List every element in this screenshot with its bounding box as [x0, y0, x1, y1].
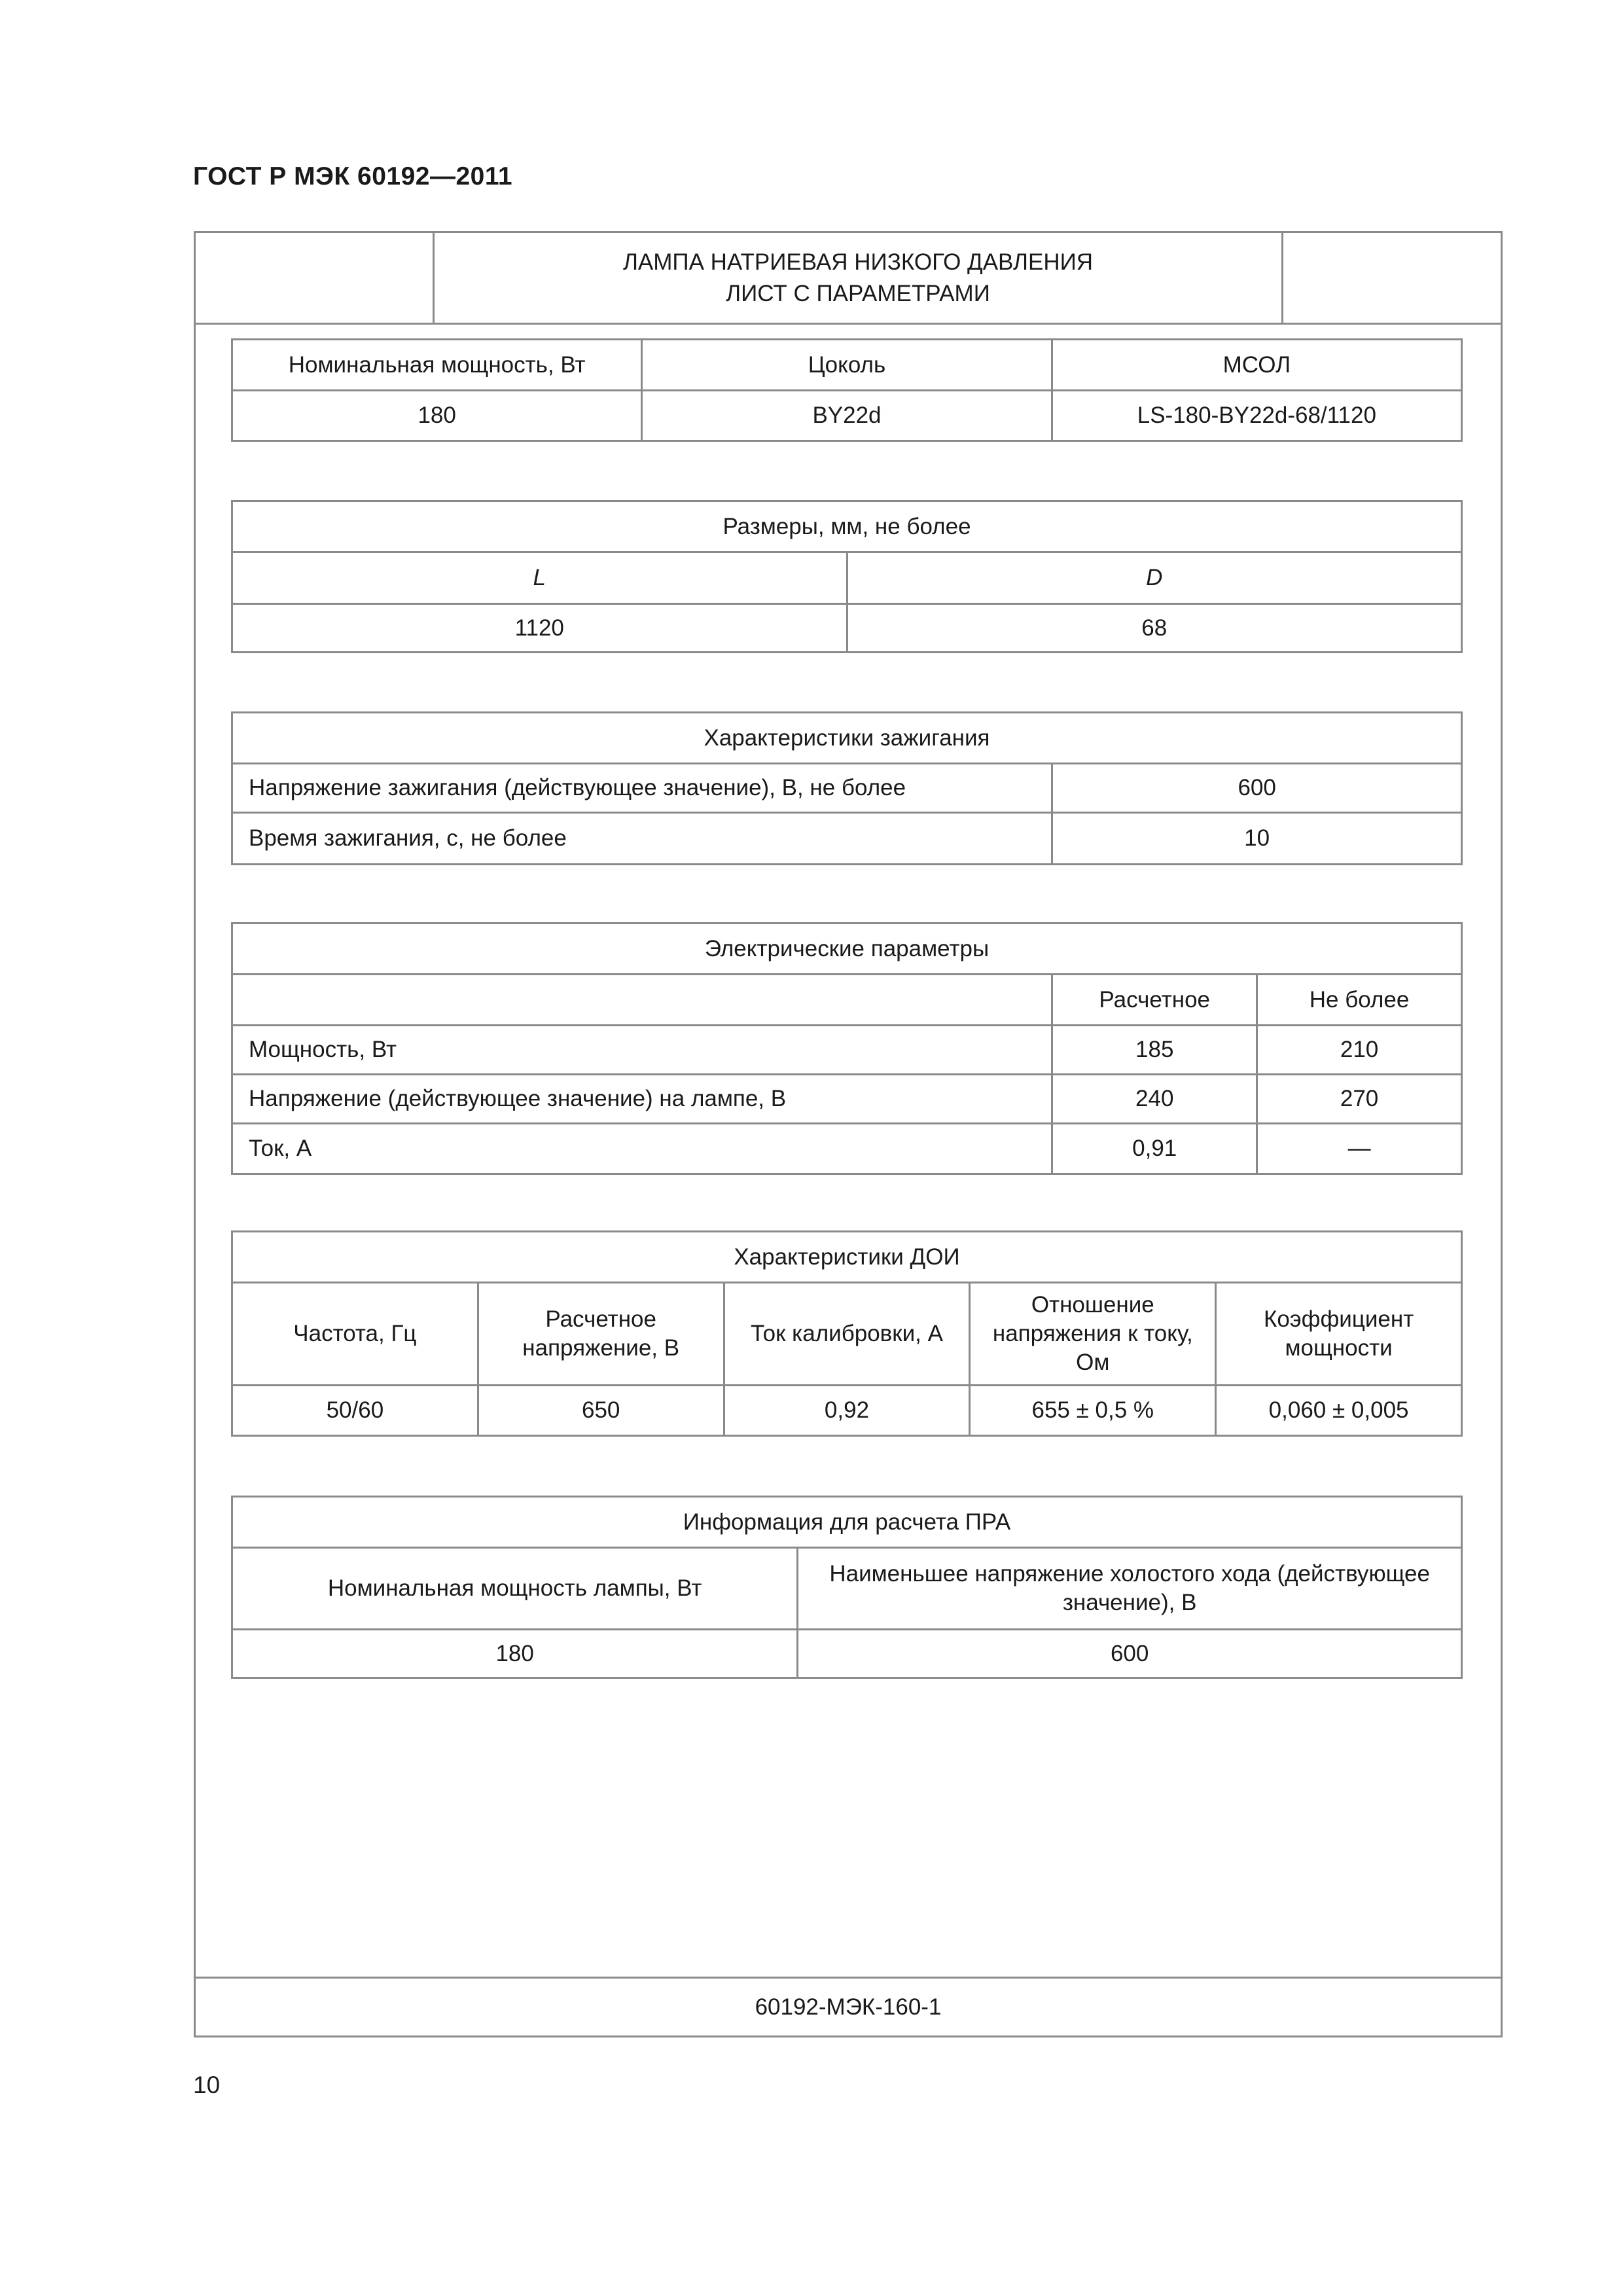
lamp-voltage-max: 270 — [1257, 1075, 1462, 1124]
ballast-design-table — [231, 1496, 1463, 1679]
table-row — [232, 1026, 1462, 1075]
calibration-current-value: 0,92 — [724, 1386, 970, 1436]
table-row — [232, 501, 1462, 552]
table-row — [232, 1232, 1462, 1283]
lamp-power-header: Номинальная мощность лампы, Вт — [232, 1548, 798, 1630]
lamp-voltage-rated: 240 — [1052, 1075, 1257, 1124]
voltage-current-ratio-header: Отношение напряжения к току, Ом — [970, 1283, 1216, 1386]
ballast-design-title: Информация для расчета ПРА — [232, 1497, 1462, 1548]
rated-voltage-value: 650 — [478, 1386, 724, 1436]
ignition-table — [231, 711, 1463, 865]
table-row — [232, 1497, 1462, 1548]
table-row — [232, 713, 1462, 764]
ilcos-header: МСОЛ — [1052, 340, 1461, 391]
power-max: 210 — [1257, 1026, 1462, 1075]
ignition-voltage-label: Напряжение зажигания (действующее значение), В, не более — [232, 764, 1052, 813]
cap-value: BY22d — [642, 391, 1052, 441]
power-factor-value: 0,060 ± 0,005 — [1216, 1386, 1462, 1436]
electrical-title: Электрические параметры — [232, 924, 1462, 975]
table-row — [232, 1124, 1462, 1174]
voltage-current-ratio-value: 655 ± 0,5 % — [970, 1386, 1216, 1436]
table-row — [232, 924, 1462, 975]
length-header: L — [232, 552, 847, 604]
table-row — [232, 604, 1462, 653]
table-row — [232, 975, 1462, 1026]
ignition-title: Характеристики зажигания — [232, 713, 1462, 764]
dimensions-title: Размеры, мм, не более — [232, 501, 1462, 552]
page-number: 10 — [193, 2072, 221, 2098]
ignition-voltage-value: 600 — [1052, 764, 1462, 813]
diameter-header: D — [847, 552, 1462, 604]
lamp-voltage-label: Напряжение (действующее значение) на лампе, В — [232, 1075, 1052, 1124]
document-header: ГОСТ Р МЭК 60192—2011 — [193, 162, 513, 190]
ilcos-value: LS-180-BY22d-68/1120 — [1052, 391, 1461, 441]
sheet-title-line1: ЛАМПА НАТРИЕВАЯ НИЗКОГО ДАВЛЕНИЯ — [622, 249, 1094, 275]
table-row — [232, 1075, 1462, 1124]
frequency-value: 50/60 — [232, 1386, 478, 1436]
designation-table — [231, 338, 1463, 442]
table-row — [232, 391, 1462, 441]
power-label: Мощность, Вт — [232, 1026, 1052, 1075]
max-column-header: Не более — [1257, 975, 1462, 1026]
table-row — [232, 1630, 1462, 1678]
table-row — [232, 813, 1462, 865]
current-rated: 0,91 — [1052, 1124, 1257, 1174]
sheet-title-row — [196, 233, 1501, 325]
length-value: 1120 — [232, 604, 847, 653]
table-row — [232, 340, 1462, 391]
dimensions-table — [231, 500, 1463, 653]
current-label: Ток, А — [232, 1124, 1052, 1174]
electrical-table — [231, 922, 1463, 1175]
reference-ballast-table — [231, 1230, 1463, 1437]
frequency-header: Частота, Гц — [232, 1283, 478, 1386]
sheet-title-line2: ЛИСТ С ПАРАМЕТРАМИ — [726, 280, 990, 306]
table-row — [232, 1386, 1462, 1436]
sheet-title — [433, 233, 1283, 323]
diameter-value: 68 — [847, 604, 1462, 653]
ignition-time-label: Время зажигания, с, не более — [232, 813, 1052, 865]
ignition-time-value: 10 — [1052, 813, 1462, 865]
calibration-current-header: Ток калибровки, А — [724, 1283, 970, 1386]
open-circuit-voltage-value: 600 — [798, 1630, 1462, 1678]
power-factor-header: Коэффициент мощности — [1216, 1283, 1462, 1386]
cap-header: Цоколь — [642, 340, 1052, 391]
table-row — [232, 1283, 1462, 1386]
electrical-blank-header — [232, 975, 1052, 1026]
lamp-power-value: 180 — [232, 1630, 798, 1678]
rated-column-header: Расчетное — [1052, 975, 1257, 1026]
rated-power-value: 180 — [232, 391, 642, 441]
rated-power-header: Номинальная мощность, Вт — [232, 340, 642, 391]
reference-ballast-title: Характеристики ДОИ — [232, 1232, 1462, 1283]
power-rated: 185 — [1052, 1026, 1257, 1075]
rated-voltage-header: Расчетное напряжение, В — [478, 1283, 724, 1386]
open-circuit-voltage-header: Наименьшее напряжение холостого хода (действующее значение), В — [798, 1548, 1462, 1630]
table-row — [232, 552, 1462, 604]
current-max: — — [1257, 1124, 1462, 1174]
table-row — [232, 764, 1462, 813]
sheet-footer-code: 60192-МЭК-160-1 — [196, 1977, 1501, 2036]
table-row — [232, 1548, 1462, 1630]
